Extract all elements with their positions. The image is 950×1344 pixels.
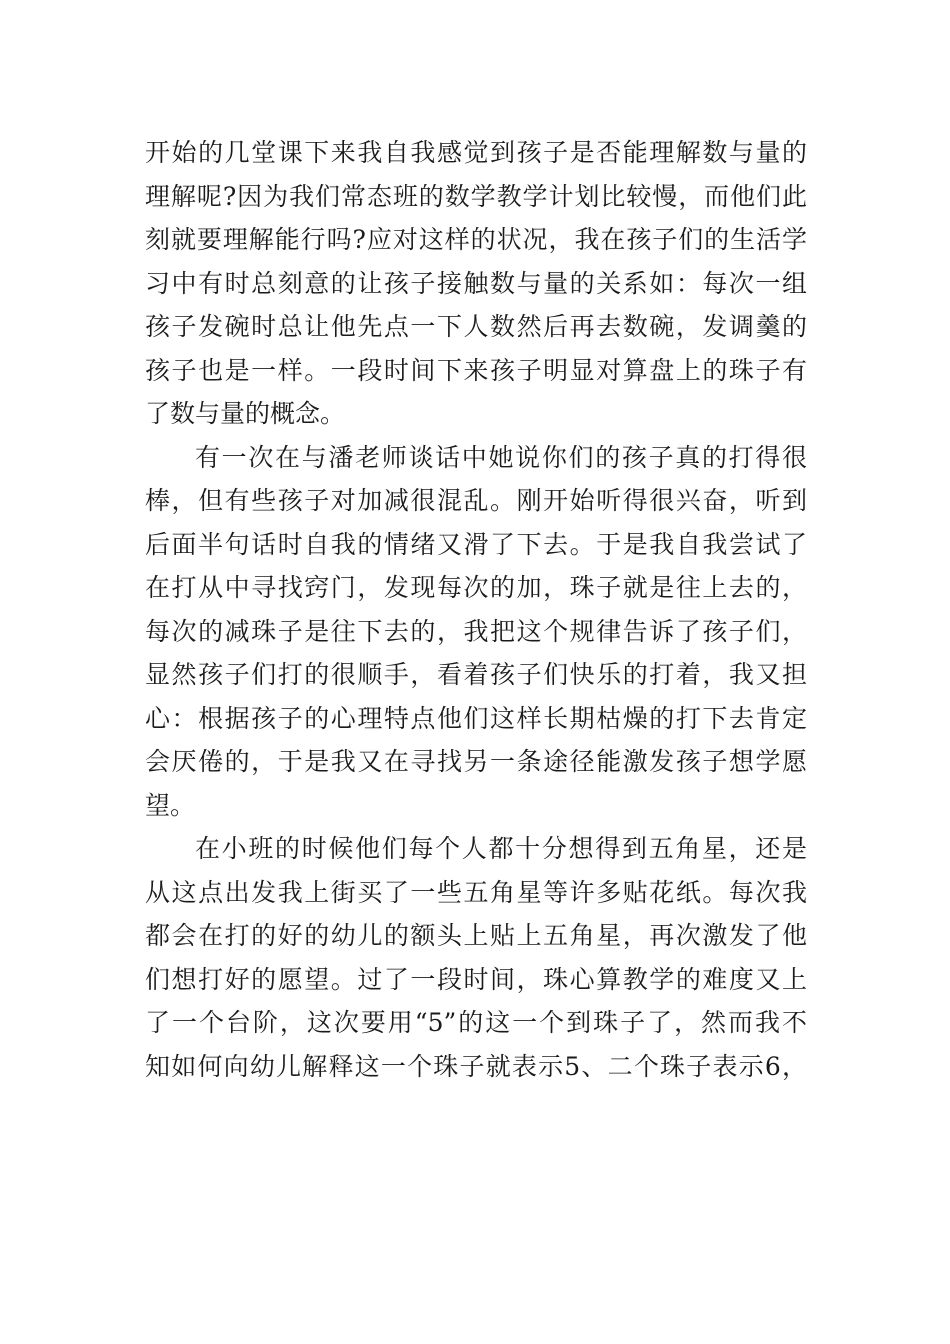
text-line: 习中有时总刻意的让孩子接触数与量的关系如：每次一组 — [145, 268, 807, 298]
text-line: 棒，但有些孩子对加减很混乱。刚开始听得很兴奋，听到 — [145, 486, 807, 515]
text-line: 都会在打的好的幼儿的额头上贴上五角星，再次激发了他 — [145, 921, 807, 950]
text-line: 了数与量的概念。 — [145, 399, 346, 428]
text-line: 心：根据孩子的心理特点他们这样长期枯燥的打下去肯定 — [145, 703, 807, 733]
text-line: 知如何向幼儿解释这一个珠子就表示5、二个珠子表示6， — [145, 1051, 807, 1081]
text-line: 望。 — [145, 790, 196, 820]
text-line: 在打从中寻找窍门，发现每次的加，珠子就是往上去的， — [145, 573, 807, 602]
text-line: 会厌倦的，于是我又在寻找另一条途径能激发孩子想学愿 — [145, 747, 807, 776]
text-line: 从这点出发我上街买了一些五角星等许多贴花纸。每次我 — [145, 877, 807, 907]
text-line: 显然孩子们打的很顺手，看着孩子们快乐的打着，我又担 — [145, 660, 807, 689]
body-text — [145, 131, 807, 1088]
text-line: 有一次在与潘老师谈话中她说你们的孩子真的打得很 — [195, 442, 807, 472]
text-line: 后面半句话时自我的情绪又滑了下去。于是我自我尝试了 — [145, 529, 807, 559]
text-line: 每次的减珠子是往下去的，我把这个规律告诉了孩子们， — [145, 616, 807, 646]
text-line: 们想打好的愿望。过了一段时间，珠心算教学的难度又上 — [145, 964, 807, 994]
text-line: 孩子也是一样。一段时间下来孩子明显对算盘上的珠子有 — [145, 355, 807, 385]
text-line: 理解呢?因为我们常态班的数学教学计划比较慢，而他们此 — [145, 181, 807, 211]
text-line: 开始的几堂课下来我自我感觉到孩子是否能理解数与量的 — [145, 138, 807, 167]
text-line: 在小班的时候他们每个人都十分想得到五角星，还是 — [195, 834, 807, 863]
text-line: 了一个台阶，这次要用“5”的这一个到珠子了，然而我不 — [145, 1008, 807, 1037]
text-line: 孩子发碗时总让他先点一下人数然后再去数碗，发调羹的 — [145, 312, 807, 341]
text-line: 刻就要理解能行吗?应对这样的状况，我在孩子们的生活学 — [145, 225, 807, 254]
